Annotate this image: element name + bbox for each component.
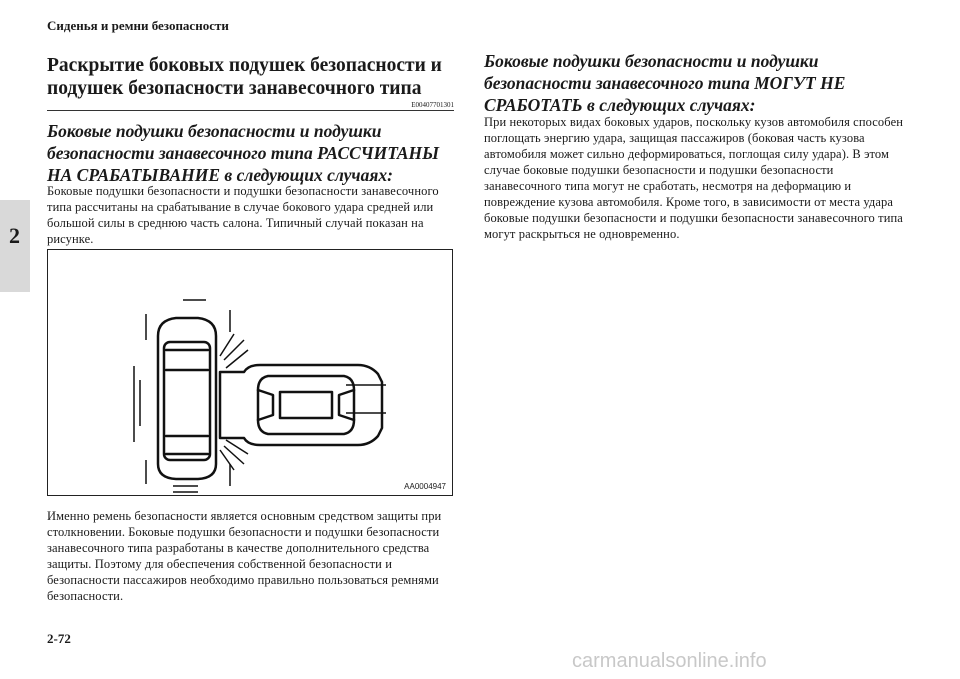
watermark: carmanualsonline.info [572, 650, 767, 672]
page-number: 2-72 [47, 631, 71, 646]
section-rule [47, 110, 454, 111]
side-impact-figure [47, 249, 453, 496]
running-header: Сиденья и ремни безопасности [47, 18, 229, 33]
left-subheading: Боковые подушки безопасности и подушки безопасности занавесочного типа РАССЧИТАНЫ НА СРАБАТЫВАНИЕ в следующих случаях: [47, 121, 440, 185]
side-impact-illustration [48, 250, 452, 495]
section-title: Раскрытие боковых подушек безопасности и подушек безопасности занавесочного типа [47, 55, 442, 99]
left-paragraph: Боковые подушки безопасности и подушки безопасности занавесочного типа рассчитаны на срабатывание в случае бокового удара средней или большой силы в среднюю часть салона. Типичный случай показан на рисунке. [47, 184, 439, 246]
right-paragraph: При некоторых видах боковых ударов, поскольку кузов автомобиля способен поглощать энергию удара, защищая пассажиров (боковая часть кузова автомобиля может сильно деформироваться, поглощая силу удара). В этом случае боковые подушки безопасности и подушки безопасности занавесочного типа могут не сработать, несмотря на деформацию и повреждение кузова автомобиля. Кроме того, в зависимости от места удара боковые подушки безопасности и подушки безопасности занавесочного типа могут раскрыться не одновременно. [484, 115, 904, 241]
figure-code: AA0004947 [404, 482, 446, 491]
chapter-number: 2 [9, 223, 20, 248]
section-code: E00407701301 [411, 101, 454, 109]
left-note: Именно ремень безопасности является основным средством защиты при столкновении. Боковые подушки безопасности и подушки безопасности занавесочного типа разработаны в качестве дополнительного средства защиты. Поэтому для обеспечения собственной безопасности и безопасности пассажиров необходимо правильно пользоваться ремнями безопасности. [47, 509, 442, 603]
right-subheading: Боковые подушки безопасности и подушки безопасности занавесочного типа МОГУТ НЕ СРАБОТАТЬ в следующих случаях: [484, 51, 846, 115]
